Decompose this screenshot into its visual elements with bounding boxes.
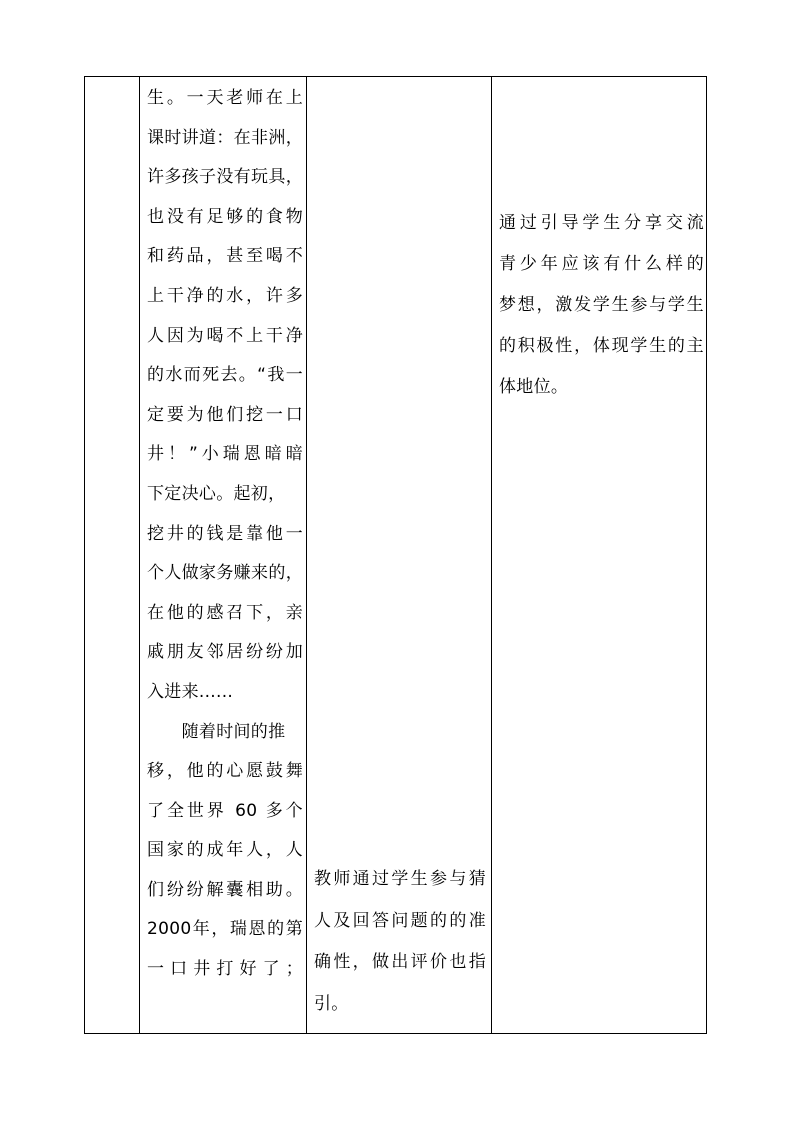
content-line: 个人做家务赚来的， (147, 563, 303, 584)
content-line: 了全世界 60 多个 (147, 800, 303, 821)
content-line: 也没有足够的食物 (147, 206, 303, 227)
intent-line: 通过引导学生分享交流 (499, 213, 704, 233)
content-line: 下定决心。起初， (147, 483, 286, 504)
evaluation-line: 确性，做出评价也指 (314, 952, 486, 972)
table-cell-content (147, 79, 303, 990)
content-line: 井！”小瑞恩暗暗 (147, 444, 303, 465)
content-line: 随着时间的推 (147, 721, 286, 742)
evaluation-line: 教师通过学生参与猜 (314, 869, 486, 889)
content-line: 许多孩子没有玩具， (147, 167, 303, 188)
content-line: 人因为喝不上干净 (147, 325, 303, 346)
table-cell-evaluation (314, 859, 486, 1025)
intent-line: 梦想，激发学生参与学生 (499, 295, 704, 315)
content-line: 在他的感召下，亲 (147, 602, 303, 623)
evaluation-line: 引。 (314, 993, 349, 1014)
content-line: 上干净的水，许多 (147, 285, 303, 306)
content-line: 一口井打好了； (147, 959, 303, 980)
content-line: 入进来...... (147, 681, 234, 702)
table-cell-intent (499, 203, 704, 408)
evaluation-line: 人及回答问题的的准 (314, 910, 486, 931)
content-line: 定要为他们挖一口 (147, 404, 303, 425)
content-line: 的水而死去。“我一 (147, 365, 303, 386)
content-line: 和药品，甚至喝不 (147, 246, 303, 267)
content-line: 课时讲道：在非洲， (147, 127, 303, 148)
content-line: 戚朋友邻居纷纷加 (147, 642, 303, 663)
content-line: 生。一天老师在上 (147, 88, 303, 108)
column-divider (491, 77, 492, 1033)
content-line: 国家的成年人，人 (147, 840, 303, 861)
intent-line: 的积极性，体现学生的主 (499, 336, 704, 356)
content-line: 2000年，瑞恩的第 (147, 919, 303, 940)
column-divider (139, 77, 140, 1033)
intent-line: 青少年应该有什么样的 (499, 254, 704, 274)
lesson-table (84, 76, 707, 1034)
column-divider (306, 77, 307, 1033)
content-line: 们纷纷解囊相助。 (147, 879, 303, 900)
content-line: 移，他的心愿鼓舞 (147, 761, 303, 782)
content-line: 挖井的钱是靠他一 (147, 523, 303, 544)
intent-line: 体地位。 (499, 377, 569, 397)
